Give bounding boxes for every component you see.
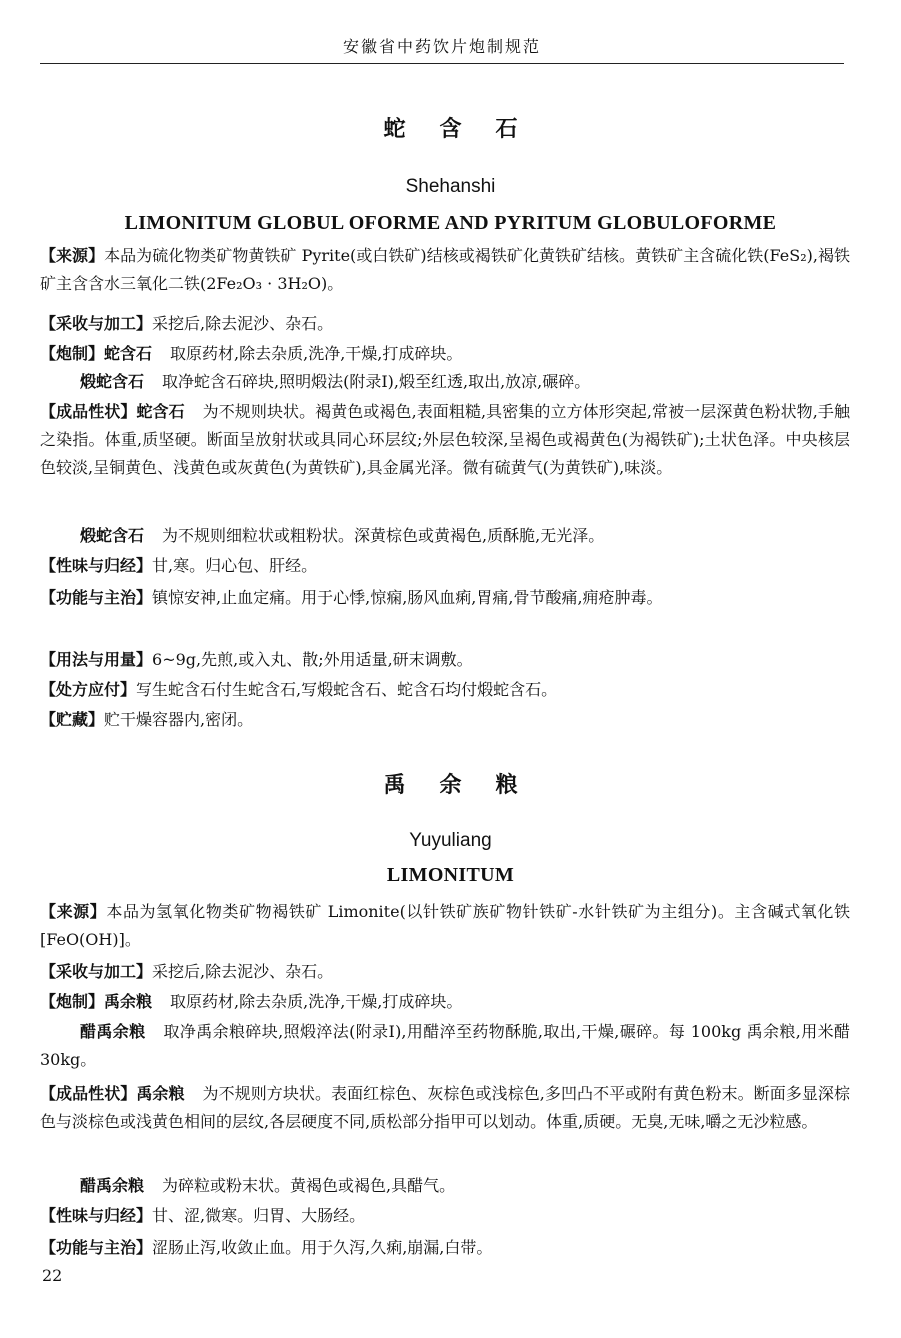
- para-label: 【成品性状】: [40, 402, 137, 421]
- para-label: 【功能与主治】: [40, 588, 153, 607]
- para-sublabel: 煅蛇含石: [80, 526, 145, 545]
- characters-paragraph: [40, 1080, 850, 1136]
- para-label: 【来源】: [40, 246, 105, 265]
- processing-sub-paragraph: [40, 368, 850, 396]
- harvest-paragraph: [40, 310, 850, 338]
- para-text: 取原药材,除去杂质,洗净,干燥,打成碎块。: [170, 344, 463, 363]
- para-text: 6~9g,先煎,或入丸、散;外用适量,研末调敷。: [152, 650, 473, 669]
- para-label: 【处方应付】: [40, 680, 137, 699]
- entry-title: 蛇含石: [383, 117, 552, 142]
- characters-sub-paragraph: [40, 1172, 850, 1200]
- para-label: 【性味与归经】: [40, 1206, 153, 1225]
- para-text: 本品为氢氧化物类矿物褐铁矿 Limonite(以针铁矿族矿物针铁矿-水针铁矿为主组分)。主含碱式氧化铁[FeO(OH)]。: [40, 902, 850, 949]
- para-sublabel: 醋禹余粮: [80, 1022, 146, 1041]
- para-sublabel: 禹余粮: [136, 1084, 185, 1103]
- para-text: 涩肠止泻,收敛止血。用于久泻,久痢,崩漏,白带。: [152, 1238, 493, 1257]
- para-label: 【炮制】: [40, 344, 105, 363]
- para-sublabel: 蛇含石: [104, 344, 153, 363]
- para-text: 取原药材,除去杂质,洗净,干燥,打成碎块。: [170, 992, 463, 1011]
- para-label: 【成品性状】: [40, 1084, 137, 1103]
- para-sublabel: 蛇含石: [136, 402, 185, 421]
- para-text: 取净蛇含石碎块,照明煅法(附录Ⅰ),煅至红透,取出,放凉,碾碎。: [162, 372, 591, 391]
- processing-paragraph: [40, 340, 850, 368]
- para-text: 贮干燥容器内,密闭。: [104, 710, 254, 729]
- processing-sub-paragraph: [40, 1018, 850, 1074]
- para-label: 【用法与用量】: [40, 650, 153, 669]
- para-label: 【性味与归经】: [40, 556, 153, 575]
- para-text: 采挖后,除去泥沙、杂石。: [152, 314, 334, 333]
- para-text: 为不规则方块状。表面红棕色、灰棕色或浅棕色,多凹凸不平或附有黄色粉末。断面多显深棕色与淡棕色或浅黄色相间的层纹,各层硬度不同,质松部分指甲可以划动。体重,质硬。无臭,无味,嚼之无沙粒感。: [40, 1084, 850, 1131]
- dosage-paragraph: [40, 646, 850, 674]
- para-text: 甘、涩,微寒。归胃、大肠经。: [152, 1206, 366, 1225]
- storage-paragraph: [40, 706, 850, 734]
- entry-latin-name: LIMONITUM: [386, 864, 515, 886]
- para-label: 【采收与加工】: [40, 314, 153, 333]
- para-sublabel: 禹余粮: [104, 992, 153, 1011]
- nature-paragraph: [40, 552, 850, 580]
- para-text: 取净禹余粮碎块,照煅淬法(附录Ⅰ),用醋淬至药物酥脆,取出,干燥,碾碎。每 100kg 禹余粮,用米醋 30kg。: [40, 1022, 850, 1069]
- function-paragraph: [40, 584, 850, 612]
- nature-paragraph: [40, 1202, 850, 1230]
- para-sublabel: 煅蛇含石: [80, 372, 145, 391]
- para-label: 【贮藏】: [40, 710, 105, 729]
- prescription-paragraph: [40, 676, 850, 704]
- characters-paragraph: [40, 398, 850, 482]
- entry-latin-name: LIMONITUM GLOBUL OFORME AND PYRITUM GLOBULOFORME: [124, 212, 777, 234]
- entry-pinyin: Yuyuliang: [409, 830, 492, 851]
- entry-title: 禹余粮: [383, 773, 552, 798]
- running-header: 安徽省中药饮片炮制规范: [342, 37, 541, 56]
- header-rule: [40, 63, 844, 64]
- para-text: 本品为硫化物类矿物黄铁矿 Pyrite(或白铁矿)结核或褐铁矿化黄铁矿结核。黄铁矿主含硫化铁(FeS₂),褐铁矿主含含水三氧化二铁(2Fe₂O₃ · 3H₂O)。: [40, 246, 850, 293]
- para-text: 为碎粒或粉末状。黄褐色或褐色,具醋气。: [162, 1176, 456, 1195]
- para-label: 【采收与加工】: [40, 962, 153, 981]
- para-text: 甘,寒。归心包、肝经。: [152, 556, 318, 575]
- para-label: 【炮制】: [40, 992, 105, 1011]
- para-sublabel: 醋禹余粮: [80, 1176, 145, 1195]
- harvest-paragraph: [40, 958, 850, 986]
- para-text: 采挖后,除去泥沙、杂石。: [152, 962, 334, 981]
- para-label: 【功能与主治】: [40, 1238, 153, 1257]
- characters-sub-paragraph: [40, 522, 850, 550]
- entry-pinyin: Shehanshi: [405, 176, 496, 197]
- page-number: 22: [42, 1266, 63, 1285]
- processing-paragraph: [40, 988, 850, 1016]
- para-text: 写生蛇含石付生蛇含石,写煅蛇含石、蛇含石均付煅蛇含石。: [136, 680, 558, 699]
- para-text: 为不规则块状。褐黄色或褐色,表面粗糙,具密集的立方体形突起,常被一层深黄色粉状物,手触之染指。体重,质坚硬。断面呈放射状或具同心环层纹;外层色较深,呈褐色或褐黄色(为褐铁矿);土状色泽。中央核层色较淡,呈铜黄色、浅黄色或灰黄色(为黄铁矿),具金属光泽。微有硫黄气(为黄铁矿),味淡。: [40, 402, 850, 477]
- para-label: 【来源】: [40, 902, 107, 921]
- para-text: 为不规则细粒状或粗粉状。深黄棕色或黄褐色,质酥脆,无光泽。: [162, 526, 605, 545]
- function-paragraph: [40, 1234, 850, 1262]
- source-paragraph: [40, 242, 850, 298]
- source-paragraph: [40, 898, 850, 954]
- para-text: 镇惊安神,止血定痛。用于心悸,惊痫,肠风血痢,胃痛,骨节酸痛,痈疮肿毒。: [152, 588, 663, 607]
